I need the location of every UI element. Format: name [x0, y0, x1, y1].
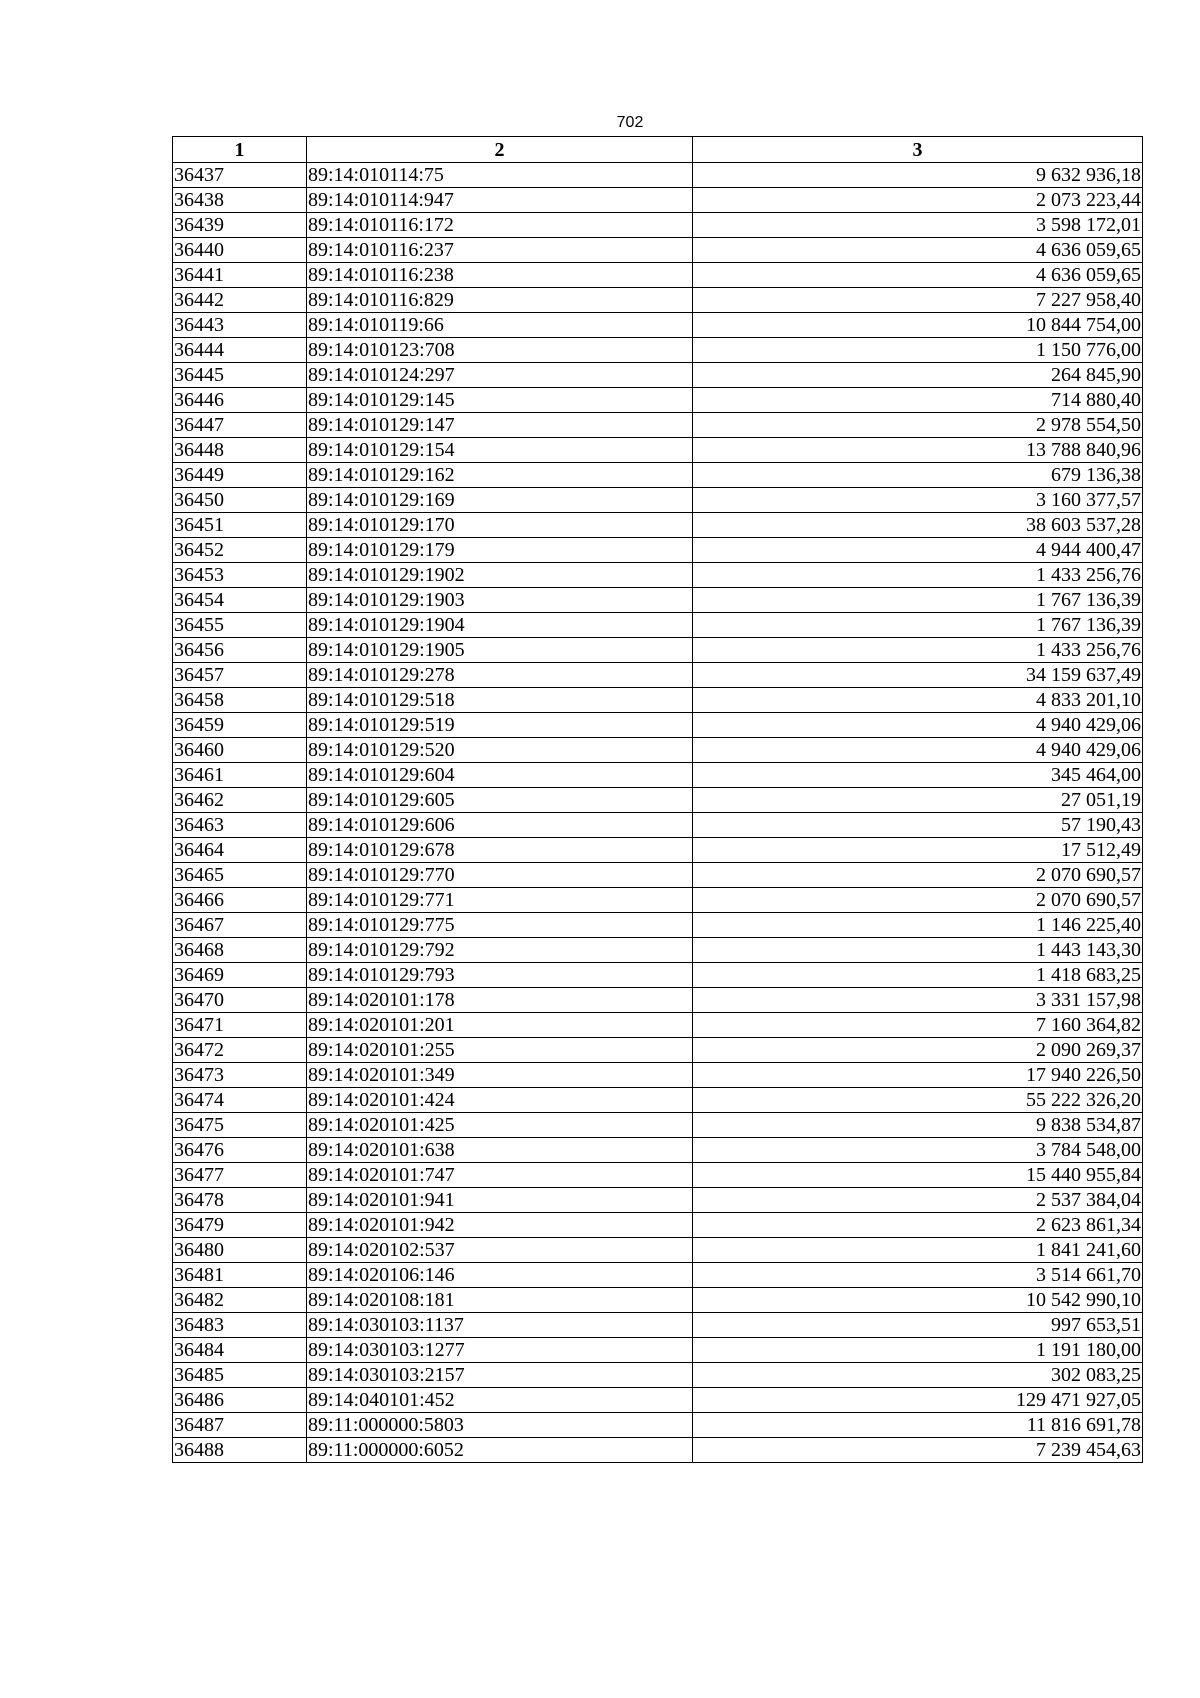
cadastral-number-cell: 89:14:010129:1903	[307, 588, 693, 613]
table-row	[173, 1163, 1143, 1188]
row-number-cell: 36447	[173, 413, 307, 438]
table-row	[173, 238, 1143, 263]
row-number-cell: 36449	[173, 463, 307, 488]
cadastral-number-cell: 89:14:010123:708	[307, 338, 693, 363]
row-number-cell: 36472	[173, 1038, 307, 1063]
table-row	[173, 913, 1143, 938]
table-row	[173, 1363, 1143, 1388]
cadastral-number-cell: 89:14:020101:178	[307, 988, 693, 1013]
cadastral-number-cell: 89:14:010129:520	[307, 738, 693, 763]
table-row	[173, 1013, 1143, 1038]
row-number-cell: 36461	[173, 763, 307, 788]
value-cell: 1 146 225,40	[693, 913, 1143, 938]
table-row	[173, 688, 1143, 713]
row-number-cell: 36448	[173, 438, 307, 463]
cadastral-number-cell: 89:14:010129:605	[307, 788, 693, 813]
value-cell: 10 542 990,10	[693, 1288, 1143, 1313]
column-header-1: 1	[173, 137, 307, 163]
value-cell: 1 443 143,30	[693, 938, 1143, 963]
value-cell: 2 070 690,57	[693, 863, 1143, 888]
table-row	[173, 338, 1143, 363]
row-number-cell: 36453	[173, 563, 307, 588]
table-header-row	[173, 137, 1143, 163]
value-cell: 3 331 157,98	[693, 988, 1143, 1013]
row-number-cell: 36475	[173, 1113, 307, 1138]
row-number-cell: 36486	[173, 1388, 307, 1413]
table-row	[173, 788, 1143, 813]
cadastral-number-cell: 89:14:010116:238	[307, 263, 693, 288]
value-cell: 10 844 754,00	[693, 313, 1143, 338]
row-number-cell: 36476	[173, 1138, 307, 1163]
row-number-cell: 36466	[173, 888, 307, 913]
row-number-cell: 36478	[173, 1188, 307, 1213]
table-row	[173, 1113, 1143, 1138]
table-row	[173, 713, 1143, 738]
row-number-cell: 36445	[173, 363, 307, 388]
cadastral-number-cell: 89:14:010129:278	[307, 663, 693, 688]
cadastral-number-cell: 89:14:020101:255	[307, 1038, 693, 1063]
table-row	[173, 863, 1143, 888]
value-cell: 1 150 776,00	[693, 338, 1143, 363]
cadastral-number-cell: 89:14:010129:606	[307, 813, 693, 838]
value-cell: 4 940 429,06	[693, 738, 1143, 763]
cadastral-number-cell: 89:14:020101:201	[307, 1013, 693, 1038]
value-cell: 4 636 059,65	[693, 238, 1143, 263]
table-row	[173, 1213, 1143, 1238]
value-cell: 3 784 548,00	[693, 1138, 1143, 1163]
cadastral-number-cell: 89:14:040101:452	[307, 1388, 693, 1413]
cadastral-number-cell: 89:14:010129:170	[307, 513, 693, 538]
value-cell: 345 464,00	[693, 763, 1143, 788]
table-row	[173, 763, 1143, 788]
table-row	[173, 263, 1143, 288]
table-row	[173, 488, 1143, 513]
cadastral-number-cell: 89:14:010129:169	[307, 488, 693, 513]
cadastral-number-cell: 89:14:010129:792	[307, 938, 693, 963]
table-row	[173, 188, 1143, 213]
table-row	[173, 663, 1143, 688]
cadastral-number-cell: 89:14:020101:638	[307, 1138, 693, 1163]
row-number-cell: 36484	[173, 1338, 307, 1363]
table-row	[173, 1188, 1143, 1213]
row-number-cell: 36451	[173, 513, 307, 538]
table-row	[173, 1238, 1143, 1263]
value-cell: 1 841 241,60	[693, 1238, 1143, 1263]
table-row	[173, 1138, 1143, 1163]
table-row	[173, 388, 1143, 413]
table-row	[173, 1038, 1143, 1063]
value-cell: 264 845,90	[693, 363, 1143, 388]
row-number-cell: 36482	[173, 1288, 307, 1313]
table-row	[173, 1088, 1143, 1113]
table-row	[173, 838, 1143, 863]
value-cell: 679 136,38	[693, 463, 1143, 488]
row-number-cell: 36471	[173, 1013, 307, 1038]
cadastral-number-cell: 89:14:010129:793	[307, 963, 693, 988]
row-number-cell: 36457	[173, 663, 307, 688]
value-cell: 714 880,40	[693, 388, 1143, 413]
table-row	[173, 813, 1143, 838]
cadastral-number-cell: 89:14:020101:941	[307, 1188, 693, 1213]
row-number-cell: 36455	[173, 613, 307, 638]
cadastral-number-cell: 89:11:000000:6052	[307, 1438, 693, 1463]
value-cell: 7 160 364,82	[693, 1013, 1143, 1038]
row-number-cell: 36452	[173, 538, 307, 563]
value-cell: 2 073 223,44	[693, 188, 1143, 213]
row-number-cell: 36439	[173, 213, 307, 238]
row-number-cell: 36441	[173, 263, 307, 288]
table-row	[173, 1413, 1143, 1438]
column-header-2: 2	[307, 137, 693, 163]
table-row	[173, 513, 1143, 538]
cadastral-number-cell: 89:14:010129:145	[307, 388, 693, 413]
value-cell: 17 940 226,50	[693, 1063, 1143, 1088]
value-cell: 13 788 840,96	[693, 438, 1143, 463]
table-row	[173, 1388, 1143, 1413]
cadastral-number-cell: 89:14:020102:537	[307, 1238, 693, 1263]
value-cell: 302 083,25	[693, 1363, 1143, 1388]
value-cell: 3 598 172,01	[693, 213, 1143, 238]
value-cell: 1 191 180,00	[693, 1338, 1143, 1363]
table-row	[173, 1063, 1143, 1088]
value-cell: 2 090 269,37	[693, 1038, 1143, 1063]
table-row	[173, 938, 1143, 963]
value-cell: 11 816 691,78	[693, 1413, 1143, 1438]
row-number-cell: 36469	[173, 963, 307, 988]
table-row	[173, 213, 1143, 238]
value-cell: 17 512,49	[693, 838, 1143, 863]
cadastral-number-cell: 89:14:010116:829	[307, 288, 693, 313]
table-row	[173, 738, 1143, 763]
table-row	[173, 463, 1143, 488]
row-number-cell: 36438	[173, 188, 307, 213]
value-cell: 9 838 534,87	[693, 1113, 1143, 1138]
cadastral-number-cell: 89:14:020108:181	[307, 1288, 693, 1313]
cadastral-number-cell: 89:14:010124:297	[307, 363, 693, 388]
cadastral-number-cell: 89:14:010119:66	[307, 313, 693, 338]
table-row	[173, 1338, 1143, 1363]
row-number-cell: 36456	[173, 638, 307, 663]
row-number-cell: 36488	[173, 1438, 307, 1463]
cadastral-number-cell: 89:14:030103:2157	[307, 1363, 693, 1388]
row-number-cell: 36442	[173, 288, 307, 313]
table-row	[173, 1438, 1143, 1463]
value-cell: 15 440 955,84	[693, 1163, 1143, 1188]
row-number-cell: 36440	[173, 238, 307, 263]
cadastral-number-cell: 89:14:010129:518	[307, 688, 693, 713]
data-table	[172, 136, 1143, 1463]
row-number-cell: 36483	[173, 1313, 307, 1338]
cadastral-number-cell: 89:14:010129:154	[307, 438, 693, 463]
value-cell: 2 537 384,04	[693, 1188, 1143, 1213]
cadastral-number-cell: 89:14:010116:172	[307, 213, 693, 238]
column-header-3: 3	[693, 137, 1143, 163]
table-row	[173, 638, 1143, 663]
cadastral-number-cell: 89:14:010129:678	[307, 838, 693, 863]
row-number-cell: 36463	[173, 813, 307, 838]
row-number-cell: 36473	[173, 1063, 307, 1088]
value-cell: 4 636 059,65	[693, 263, 1143, 288]
table-row	[173, 363, 1143, 388]
cadastral-number-cell: 89:14:010129:1904	[307, 613, 693, 638]
value-cell: 2 623 861,34	[693, 1213, 1143, 1238]
cadastral-number-cell: 89:11:000000:5803	[307, 1413, 693, 1438]
cadastral-number-cell: 89:14:020101:942	[307, 1213, 693, 1238]
row-number-cell: 36462	[173, 788, 307, 813]
value-cell: 1 418 683,25	[693, 963, 1143, 988]
value-cell: 1 767 136,39	[693, 588, 1143, 613]
value-cell: 1 433 256,76	[693, 563, 1143, 588]
value-cell: 7 239 454,63	[693, 1438, 1143, 1463]
table-row	[173, 888, 1143, 913]
cadastral-number-cell: 89:14:010129:771	[307, 888, 693, 913]
row-number-cell: 36437	[173, 163, 307, 188]
value-cell: 1 433 256,76	[693, 638, 1143, 663]
value-cell: 3 160 377,57	[693, 488, 1143, 513]
cadastral-number-cell: 89:14:010129:179	[307, 538, 693, 563]
cadastral-number-cell: 89:14:020101:349	[307, 1063, 693, 1088]
row-number-cell: 36465	[173, 863, 307, 888]
cadastral-number-cell: 89:14:010129:519	[307, 713, 693, 738]
value-cell: 9 632 936,18	[693, 163, 1143, 188]
row-number-cell: 36479	[173, 1213, 307, 1238]
table-row	[173, 313, 1143, 338]
table-row	[173, 563, 1143, 588]
cadastral-number-cell: 89:14:010129:775	[307, 913, 693, 938]
cadastral-number-cell: 89:14:010129:147	[307, 413, 693, 438]
table-row	[173, 1313, 1143, 1338]
value-cell: 57 190,43	[693, 813, 1143, 838]
table-row	[173, 538, 1143, 563]
table-row	[173, 413, 1143, 438]
row-number-cell: 36444	[173, 338, 307, 363]
row-number-cell: 36487	[173, 1413, 307, 1438]
table-row	[173, 288, 1143, 313]
value-cell: 4 833 201,10	[693, 688, 1143, 713]
page-number: 702	[616, 114, 644, 131]
row-number-cell: 36459	[173, 713, 307, 738]
row-number-cell: 36474	[173, 1088, 307, 1113]
value-cell: 27 051,19	[693, 788, 1143, 813]
row-number-cell: 36468	[173, 938, 307, 963]
cadastral-number-cell: 89:14:010129:604	[307, 763, 693, 788]
cadastral-number-cell: 89:14:010129:770	[307, 863, 693, 888]
row-number-cell: 36481	[173, 1263, 307, 1288]
value-cell: 4 944 400,47	[693, 538, 1143, 563]
row-number-cell: 36480	[173, 1238, 307, 1263]
row-number-cell: 36485	[173, 1363, 307, 1388]
row-number-cell: 36477	[173, 1163, 307, 1188]
cadastral-number-cell: 89:14:030103:1277	[307, 1338, 693, 1363]
table-row	[173, 963, 1143, 988]
value-cell: 129 471 927,05	[693, 1388, 1143, 1413]
row-number-cell: 36464	[173, 838, 307, 863]
cadastral-number-cell: 89:14:010129:162	[307, 463, 693, 488]
value-cell: 3 514 661,70	[693, 1263, 1143, 1288]
cadastral-number-cell: 89:14:010114:75	[307, 163, 693, 188]
value-cell: 7 227 958,40	[693, 288, 1143, 313]
cadastral-number-cell: 89:14:020101:425	[307, 1113, 693, 1138]
row-number-cell: 36458	[173, 688, 307, 713]
cadastral-number-cell: 89:14:020101:424	[307, 1088, 693, 1113]
cadastral-number-cell: 89:14:030103:1137	[307, 1313, 693, 1338]
row-number-cell: 36454	[173, 588, 307, 613]
cadastral-number-cell: 89:14:010129:1905	[307, 638, 693, 663]
value-cell: 2 978 554,50	[693, 413, 1143, 438]
cadastral-number-cell: 89:14:010129:1902	[307, 563, 693, 588]
table-row	[173, 588, 1143, 613]
row-number-cell: 36443	[173, 313, 307, 338]
cadastral-number-cell: 89:14:020101:747	[307, 1163, 693, 1188]
value-cell: 34 159 637,49	[693, 663, 1143, 688]
row-number-cell: 36470	[173, 988, 307, 1013]
cadastral-number-cell: 89:14:010116:237	[307, 238, 693, 263]
cadastral-number-cell: 89:14:020106:146	[307, 1263, 693, 1288]
row-number-cell: 36467	[173, 913, 307, 938]
value-cell: 1 767 136,39	[693, 613, 1143, 638]
row-number-cell: 36460	[173, 738, 307, 763]
table-row	[173, 1288, 1143, 1313]
value-cell: 997 653,51	[693, 1313, 1143, 1338]
table-row	[173, 988, 1143, 1013]
value-cell: 38 603 537,28	[693, 513, 1143, 538]
value-cell: 55 222 326,20	[693, 1088, 1143, 1113]
table-row	[173, 613, 1143, 638]
table-row	[173, 438, 1143, 463]
value-cell: 4 940 429,06	[693, 713, 1143, 738]
row-number-cell: 36446	[173, 388, 307, 413]
value-cell: 2 070 690,57	[693, 888, 1143, 913]
table-row	[173, 1263, 1143, 1288]
table-row	[173, 163, 1143, 188]
row-number-cell: 36450	[173, 488, 307, 513]
cadastral-number-cell: 89:14:010114:947	[307, 188, 693, 213]
